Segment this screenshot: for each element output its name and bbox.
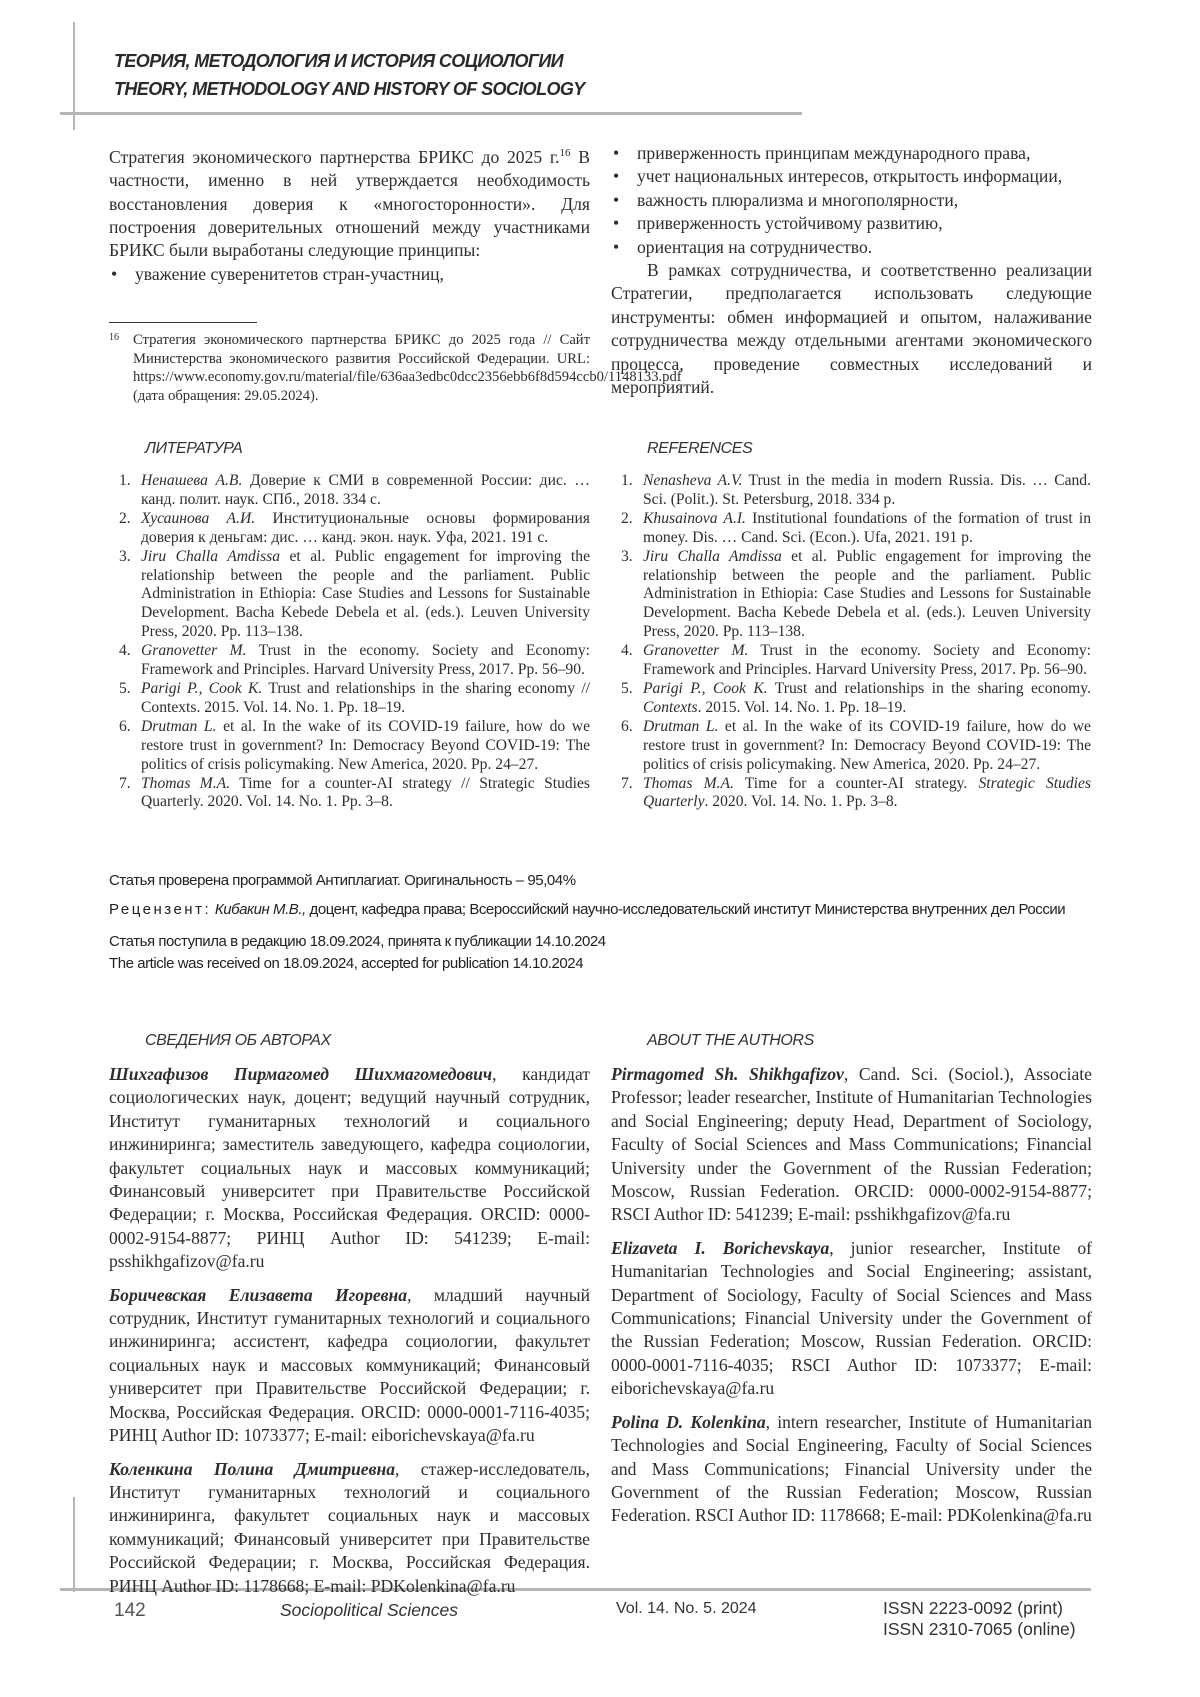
reference-text: Time for a counter-AI strategy // Strategic Studies Quarterly. 2020. Vol. 14. No. 1. Pp. 3–8. — [141, 775, 590, 811]
reference-author: Drutman L. — [141, 718, 216, 735]
list-item: • учет национальных интересов, открытость информации, — [611, 165, 1092, 188]
reviewer-note — [109, 899, 1109, 921]
reference-number: 6. — [621, 718, 633, 737]
reference-number: 7. — [621, 775, 633, 794]
author-entry — [611, 1237, 1092, 1401]
reviewer-text: доцент, кафедра права; Всероссийский научно-исследовательский институт Министерства внутренних дел России — [306, 901, 1065, 918]
reference-item — [621, 775, 1091, 813]
author-name: Боричевская Елизавета Игоревна — [109, 1285, 407, 1305]
reference-text: Trust and relationships in the sharing economy // Contexts. 2015. Vol. 14. No. 1. Pp. 18–19. — [141, 680, 590, 716]
reference-text: et al. Public engagement for improving the relationship between the people and the parliament. Public Administration in Ethiopia: Case Studies and Lessons for Sustainable Development. Bacha Kebede Debela et al. (eds.). Leuven University Press, 2020. Pp. 113–138. — [643, 548, 1091, 641]
reference-number: 3. — [621, 548, 633, 567]
reference-item — [621, 548, 1091, 643]
literature-heading: ЛИТЕРАТУРА — [145, 440, 242, 458]
reference-author: Parigi P., Cook K. — [141, 680, 262, 697]
footnote-rule — [109, 322, 257, 323]
paragraph-text: В частности, именно в ней утверждается необходимость восстановления доверия к «многосторонности». Для построения доверительных отношений между участниками БРИКС были выработаны следующие принципы: — [109, 147, 590, 261]
reference-number: 4. — [119, 642, 131, 661]
reviewer-label: Рецензент: — [109, 901, 211, 918]
author-entry — [611, 1063, 1092, 1227]
principles-list-continued — [611, 142, 1092, 259]
footnote-marker[interactable]: 16 — [560, 147, 571, 159]
reference-text: et al. In the wake of its COVID-19 failure, how do we restore trust in government? In: Democracy Beyond COVID-19: The politics of crisis policymaking. New America, 2020. Pp. 24–27. — [141, 718, 590, 773]
reference-text: Доверие к СМИ в современной России: дис. … канд. полит. наук. СПб., 2018. 334 с. — [141, 472, 590, 508]
reference-number: 2. — [119, 510, 131, 529]
list-item: • важность плюрализма и многополярности, — [611, 189, 1092, 212]
issn-print: ISSN 2223-0092 (print) — [883, 1598, 1076, 1619]
footnote-text — [109, 331, 590, 405]
reference-number: 5. — [119, 680, 131, 699]
reference-author: Thomas M.A. — [141, 775, 230, 792]
author-entry — [109, 1458, 590, 1598]
reference-number: 7. — [119, 775, 131, 794]
reference-number: 1. — [119, 472, 131, 491]
reference-tail: . 2020. Vol. 14. No. 1. Pp. 3–8. — [705, 793, 898, 810]
reference-number: 3. — [119, 548, 131, 567]
list-item: • приверженность принципам международного права, — [611, 142, 1092, 165]
issn-online: ISSN 2310-7065 (online) — [883, 1619, 1076, 1640]
reference-author: Thomas M.A. — [643, 775, 734, 792]
footnote — [109, 322, 590, 405]
article-meta — [109, 870, 1109, 974]
journal-name: Sociopolitical Sciences — [280, 1600, 458, 1621]
authors-en-list — [611, 1063, 1092, 1538]
footnote-number: 16 — [109, 329, 119, 348]
author-name: Коленкина Полина Дмитриевна — [109, 1459, 395, 1479]
reference-author: Nenasheva A.V. — [643, 472, 742, 489]
reference-journal: Contexts — [643, 699, 698, 716]
reference-text: Институциональные основы формирования доверия к деньгам: дис. … канд. экон. наук. Уфа, 2021. 191 с. — [141, 510, 590, 546]
antiplagiat-note: Статья проверена программой Антиплагиат. Оригинальность – 95,04% — [109, 870, 1109, 892]
author-entry — [109, 1284, 590, 1448]
reference-item — [621, 510, 1091, 548]
author-details: , стажер-исследователь, Институт гуманитарных технологий и социального инжиниринга, факультет социальных наук и массовых коммуникаций; Финансовый университет при Правительстве Российской Федерации; г. Москва, Российская Федерация. РИНЦ Author ID: 1178668; E-mail: PDKolenkina@fa.ru — [109, 1459, 590, 1596]
issn-block — [883, 1598, 1076, 1640]
reference-number: 1. — [621, 472, 633, 491]
section-header — [114, 47, 585, 103]
author-details: , Cand. Sci. (Sociol.), Associate Professor; leader researcher, Institute of Humanitarian Technologies and Social Engineering; deputy Head, Department of Sociology, Faculty of Social Sciences and Mass Communications; Financial University under the Government of the Russian Federation; Moscow, Russian Federation. ORCID: 0000-0002-9154-8877; RSCI Author ID: 541239; E-mail: psshikhgafizov@fa.ru — [611, 1064, 1092, 1224]
principles-list — [109, 263, 590, 286]
body-paragraph: В рамках сотрудничества, и соответственно реализации Стратегии, предполагается использовать следующие инструменты: обмен информацией и опытом, налаживание сотрудничества между отдельными агентами экономического процесса, проведение совместных исследований и мероприятий. — [611, 259, 1092, 399]
reference-tail: . 2015. Vol. 14. No. 1. Pp. 18–19. — [698, 699, 907, 716]
reference-number: 5. — [621, 680, 633, 699]
reference-item — [119, 472, 590, 510]
footer-vertical-rule — [73, 1497, 75, 1592]
reference-author: Jiru Challa Amdissa — [643, 548, 782, 565]
footnote-content: Стратегия экономического партнерства БРИКС до 2025 года // Сайт Министерства экономического развития Российской Федерации. URL: https://www.economy.gov.ru/material/file/636aa3edbc0dcc2356ebb6f8d594ccb0/1148133.pdf (дата обращения: 29.05.2024). — [133, 332, 682, 404]
reference-text: Time for a counter-AI strategy. — [734, 775, 979, 792]
reference-item — [119, 548, 590, 643]
reference-author: Parigi P., Cook K. — [643, 680, 768, 697]
author-details: , кандидат социологических наук, доцент; ведущий научный сотрудник, Институт гуманитарных технологий и социального инжиниринга; заместитель заведующего, кафедра социологии, факультет социальных наук и массовых коммуникаций; Финансовый университет при Правительстве Российской Федерации; г. Москва, Российская Федерация. ORCID: 0000-0002-9154-8877; РИНЦ Author ID: 541239; E-mail: psshikhgafizov@fa.ru — [109, 1064, 590, 1271]
author-entry — [109, 1063, 590, 1274]
author-details: , junior researcher, Institute of Humanitarian Technologies and Social Engineering; assistant, Department of Sociology, Faculty of Social Sciences and Mass Communications; Financial University under the Government of the Russian Federation; Moscow, Russian Federation. ORCID: 0000-0001-7116-4035; RSCI Author ID: 1073377; E-mail: eiborichevskaya@fa.ru — [611, 1238, 1092, 1398]
author-details: , младший научный сотрудник, Институт гуманитарных технологий и социального инжиниринга; ассистент, кафедра социологии, факультет социальных наук и массовых коммуникаций; Финансовый университет при Правительстве Российской Федерации; г. Москва, Российская Федерация. ORCID: 0000-0001-7116-4035; РИНЦ Author ID: 1073377; E-mail: eiborichevskaya@fa.ru — [109, 1285, 590, 1445]
reference-author: Хусаинова А.И. — [141, 510, 255, 527]
issue-info: Vol. 14. No. 5. 2024 — [616, 1600, 757, 1618]
reference-author: Jiru Challa Amdissa — [141, 548, 280, 565]
reference-number: 4. — [621, 642, 633, 661]
reference-text: Trust and relationships in the sharing economy. — [768, 680, 1091, 697]
reference-item — [119, 510, 590, 548]
authors-ru-heading: СВЕДЕНИЯ ОБ АВТОРАХ — [145, 1032, 331, 1050]
header-horizontal-rule — [60, 112, 802, 115]
authors-en-heading: ABOUT THE AUTHORS — [647, 1032, 814, 1050]
received-ru: Статья поступила в редакцию 18.09.2024, принята к публикации 14.10.2024 — [109, 931, 1109, 953]
reference-item — [621, 680, 1091, 718]
author-details: , intern researcher, Institute of Humanitarian Technologies and Social Engineering, Faculty of Social Sciences and Mass Communications; Financial University under the Government of the Russian Federation; Moscow, Russian Federation. RSCI Author ID: 1178668; E-mail: PDKolenkina@fa.ru — [611, 1412, 1092, 1526]
author-name: Шихгафизов Пирмагомед Шихмагомедович — [109, 1064, 492, 1084]
reference-item — [119, 680, 590, 718]
list-item: • приверженность устойчивому развитию, — [611, 212, 1092, 235]
reference-item — [119, 775, 590, 813]
body-left-column — [109, 142, 590, 286]
reference-number: 6. — [119, 718, 131, 737]
reference-journal: Strategic Studies Quarterly — [643, 775, 1091, 811]
reviewer-name: Кибакин М.В., — [215, 901, 306, 918]
reference-author: Khusainova A.I. — [643, 510, 746, 527]
author-name: Pirmagomed Sh. Shikhgafizov — [611, 1064, 844, 1084]
reference-text: Institutional foundations of the formation of trust in money. Dis. … Cand. Sci. (Econ.). Ufa, 2021. 191 p. — [643, 510, 1091, 546]
reference-author: Granovetter M. — [643, 642, 748, 659]
reference-text: Trust in the economy. Society and Economy: Framework and Principles. Harvard University Press, 2017. Pp. 56–90. — [141, 642, 590, 678]
reference-item — [119, 718, 590, 775]
body-paragraph — [109, 142, 590, 263]
reference-number: 2. — [621, 510, 633, 529]
reference-item — [621, 472, 1091, 510]
literature-list — [119, 472, 590, 812]
reference-author: Ненашева А.В. — [141, 472, 242, 489]
section-title-en: THEORY, METHODOLOGY AND HISTORY OF SOCIOLOGY — [114, 75, 585, 103]
reference-author: Granovetter M. — [141, 642, 247, 659]
reference-item — [119, 642, 590, 680]
section-title-ru: ТЕОРИЯ, МЕТОДОЛОГИЯ И ИСТОРИЯ СОЦИОЛОГИИ — [114, 47, 585, 75]
author-name: Elizaveta I. Borichevskaya — [611, 1238, 829, 1258]
paragraph-text: Стратегия экономического партнерства БРИКС до 2025 г. — [109, 147, 560, 167]
reference-text: et al. Public engagement for improving the relationship between the people and the parliament. Public Administration in Ethiopia: Case Studies and Lessons for Sustainable Development. Bacha Kebede Debela et al. (eds.). Leuven University Press, 2020. Pp. 113–138. — [141, 548, 590, 641]
received-en: The article was received on 18.09.2024, accepted for publication 14.10.2024 — [109, 953, 1109, 975]
body-right-column — [611, 142, 1092, 399]
page-number: 142 — [114, 1600, 146, 1622]
reference-text: Trust in the economy. Society and Economy: Framework and Principles. Harvard University Press, 2017. Pp. 56–90. — [643, 642, 1091, 678]
author-name: Polina D. Kolenkina — [611, 1412, 766, 1432]
reference-text: Trust in the media in modern Russia. Dis. … Cand. Sci. (Polit.). St. Petersburg, 2018. 334 p. — [643, 472, 1091, 508]
list-item: • уважение суверенитетов стран-участниц, — [109, 263, 590, 286]
reference-author: Drutman L. — [643, 718, 718, 735]
authors-ru-list — [109, 1063, 590, 1608]
references-list — [621, 472, 1091, 812]
author-entry — [611, 1411, 1092, 1528]
reference-text: et al. In the wake of its COVID-19 failure, how do we restore trust in government? In: Democracy Beyond COVID-19: The politics of crisis policymaking. New America, 2020. Pp. 24–27. — [643, 718, 1091, 773]
references-heading: REFERENCES — [647, 440, 752, 458]
reference-item — [621, 642, 1091, 680]
list-item: • ориентация на сотрудничество. — [611, 236, 1092, 259]
reference-item — [621, 718, 1091, 775]
